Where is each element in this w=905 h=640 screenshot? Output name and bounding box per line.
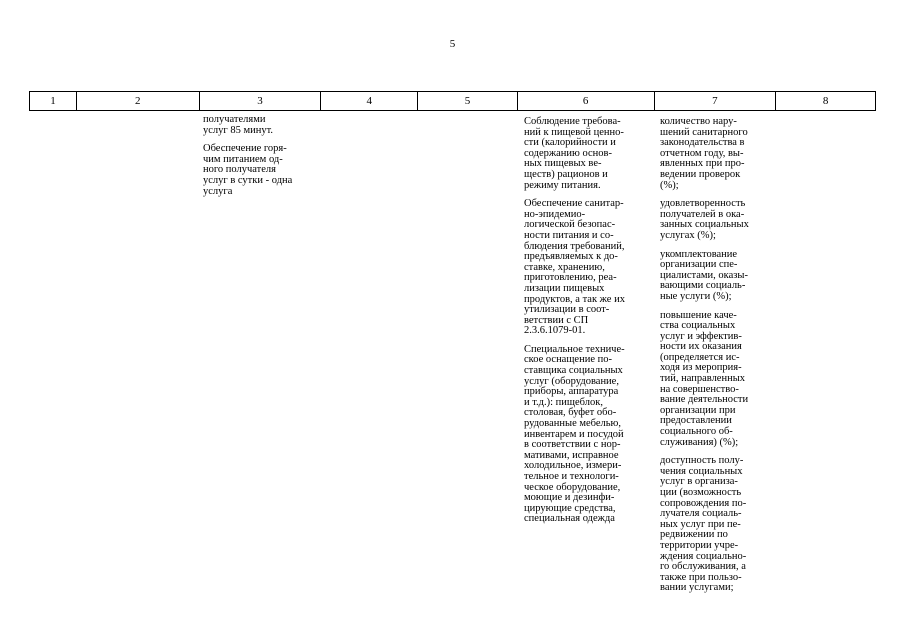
col7-paragraph: удовлетворенность получателей в ока- занных социальных услугах (%); (660, 198, 749, 241)
col6-paragraph: Специальное техниче- ское оснащение по- ставщика социальных услуг (оборудование, приборы, аппаратура и т.д.): пищеблок, столовая, буфет обо- рудованные мебелью, инвентарем и посудой в соответствии с нор- мативами, исправное холодильное, измери- тельное и технологи- ческое оборудование, моющие и дезинфи- цирующие средства, специальная одежда (524, 343, 625, 525)
column-header-4: 4 (321, 92, 418, 110)
table-header-row (29, 91, 876, 111)
page-number: 5 (449, 38, 456, 50)
column-header-8: 8 (822, 95, 829, 107)
column-header-7: 7 (655, 92, 777, 110)
column-3-content (203, 115, 323, 205)
col7-paragraph: укомплектование организации спе- циалистами, оказы- вающими социаль- ные услуги (%); (660, 248, 748, 302)
column-7-content (660, 117, 778, 602)
column-header-3: 3 (200, 92, 322, 110)
column-header-2: 2 (77, 92, 200, 110)
col7-paragraph: повышение каче- ства социальных услуг и эффектив- ности их оказания (определяется ис- ходя из мероприя- тий, направленных на совершенство- вание деятельности организации при предоставлении социального об- служивания) (%); (660, 309, 749, 448)
col6-paragraph: Соблюдение требова- ний к пищевой ценно- сти (калорийности и содержанию основ- ных пищевых ве- ществ) рационов и режиму питания. (524, 116, 624, 191)
column-header-5: 5 (418, 92, 518, 110)
column-6-content (524, 117, 654, 533)
col7-paragraph: доступность полу- чения социальных услуг в организа- ции (возможность сопровождения по- лучателя социаль- ных услуг при пе- редвижении по территории учре- ждения социально- го обслуживания, а также при пользо- вании услугами; (660, 455, 747, 594)
col3-paragraph: Обеспечение горя- чим питанием од- ного получателя услуг в сутки - одна услуга (203, 143, 293, 197)
column-header-6: 6 (518, 92, 655, 110)
column-header-1: 1 (30, 92, 77, 110)
col3-paragraph: получателями услуг 85 минут. (203, 114, 274, 136)
col7-paragraph: количество нару- шений санитарного законодательства в отчетном году, вы- явленных при про- ведении проверок (%); (660, 116, 748, 191)
col6-paragraph: Обеспечение санитар- но-эпидемио- логической безопас- ности питания и со- блюдения требований, предъявляемых к до- ставке, хранению, приготовлению, реа- лизации пищевых продуктов, а так же их утилизации в соот- ветствии с СП 2.3.6.1079-01. (524, 198, 625, 337)
